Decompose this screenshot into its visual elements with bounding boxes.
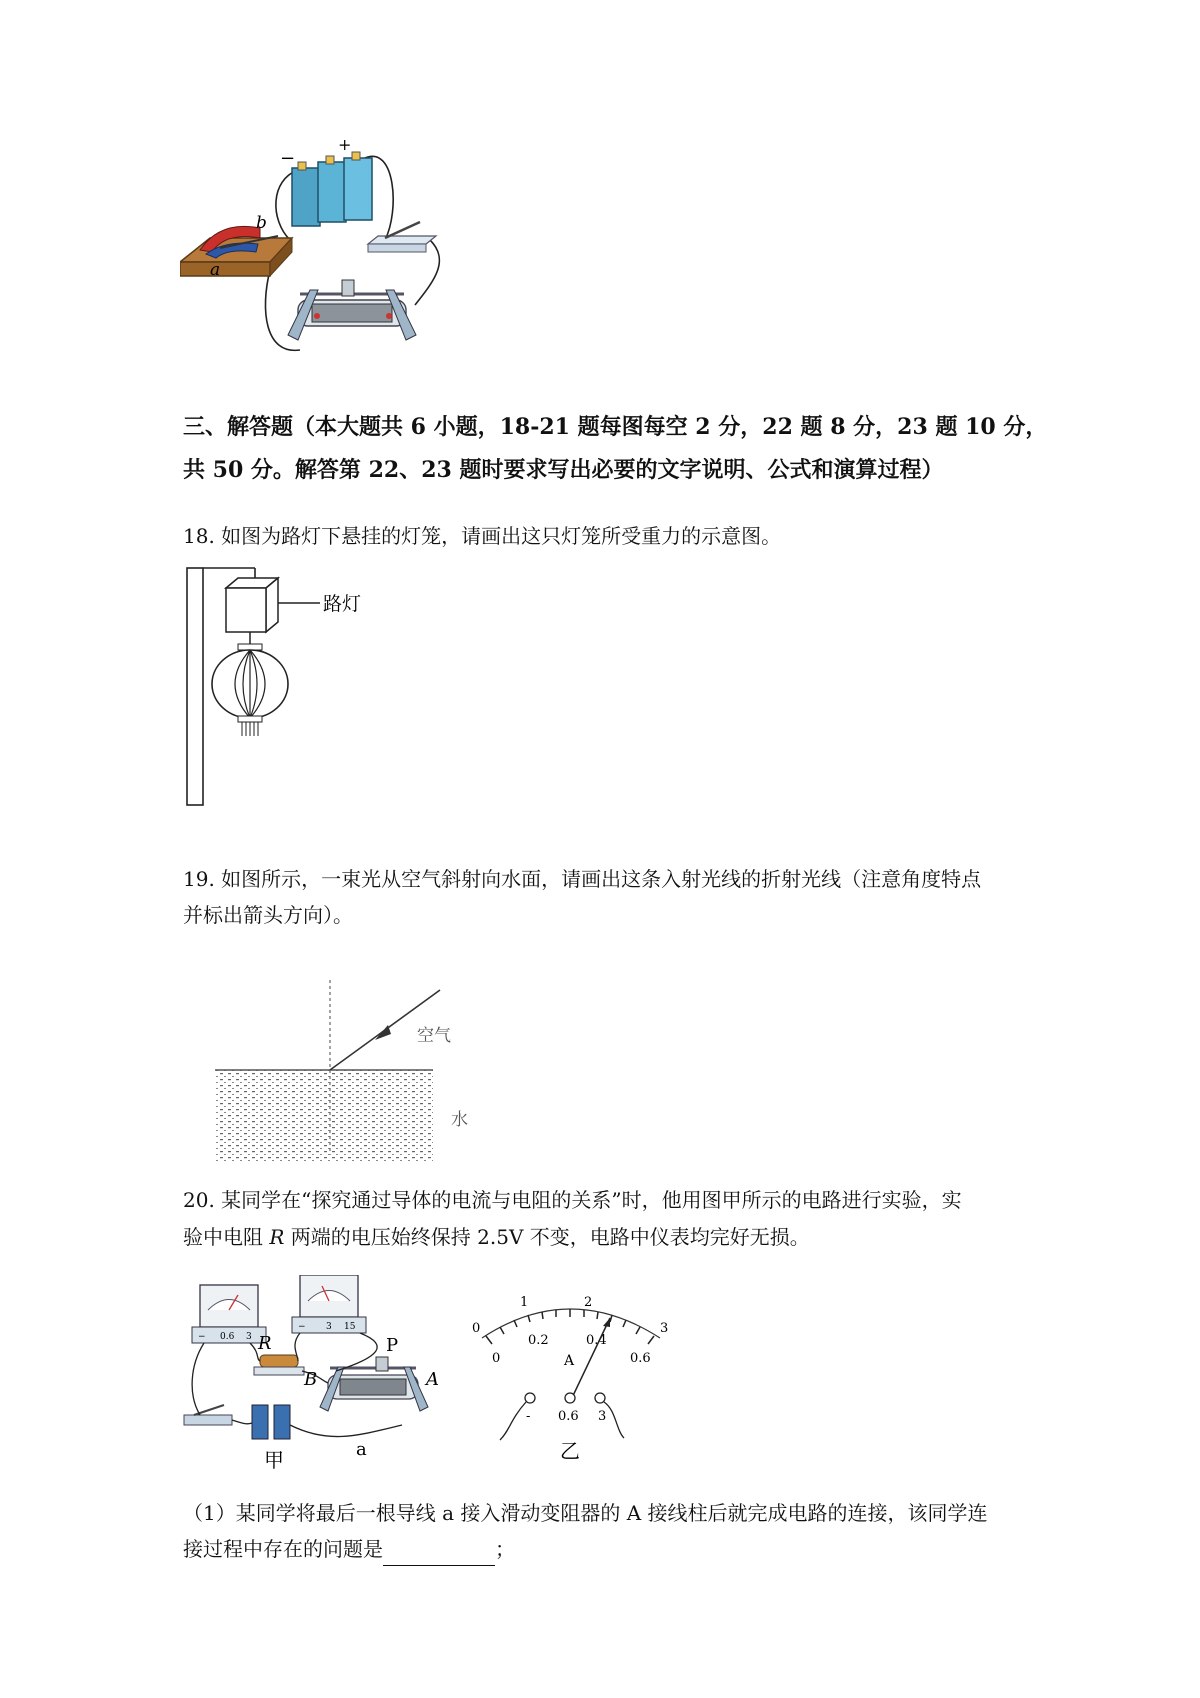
- battery-plus-label: +: [338, 140, 352, 154]
- ammeter-terminal-minus: −: [198, 1332, 206, 1342]
- water-label: 水: [451, 1110, 468, 1130]
- dial-bottom-0: 0: [492, 1351, 501, 1366]
- voltmeter-terminal-minus: −: [298, 1322, 306, 1332]
- question-20-sub1-line1: （1）某同学将最后一根导线 a 接入滑动变阻器的 A 接线柱后就完成电路的连接，该同学连: [183, 1501, 988, 1525]
- voltmeter-terminal-15: 15: [344, 1322, 356, 1332]
- dial-bottom-0.4: 0.4: [586, 1333, 607, 1348]
- rail-label-a: a: [210, 260, 221, 280]
- figure-label-yi: 乙: [560, 1439, 580, 1463]
- battery-minus-label: −: [280, 148, 296, 169]
- dial-top-2: 2: [584, 1295, 593, 1310]
- electromagnet-circuit-figure: [180, 140, 480, 390]
- section-three-heading-line2: 共 50 分。解答第 22、23 题时要求写出必要的文字说明、公式和演算过程）: [183, 457, 944, 483]
- dial-top-0: 0: [472, 1321, 481, 1336]
- q20-sub1-end: ；: [495, 1537, 515, 1561]
- rail-label-b: b: [256, 213, 267, 233]
- question-19-text-line1: 19. 如图所示，一束光从空气斜射向水面，请画出这条入射光线的折射光线（注意角度特点: [183, 867, 982, 891]
- q20-line2-end: 两端的电压始终保持 2.5V 不变，电路中仪表均完好无损。: [284, 1225, 810, 1249]
- question-20-text-line1: 20. 某同学在“探究通过导体的电流与电阻的关系”时，他用图甲所示的电路进行实验，实: [183, 1188, 962, 1212]
- circuit-figure-jia: [180, 1275, 480, 1470]
- answer-blank[interactable]: [383, 1543, 495, 1566]
- q20-line2-start: 验中电阻: [183, 1225, 270, 1249]
- question-19-text-line2: 并标出箭头方向）。: [183, 903, 353, 927]
- question-20-sub1-line2: [183, 1532, 515, 1566]
- resistor-label-r: R: [258, 1333, 272, 1354]
- dial-bottom-0.2: 0.2: [528, 1333, 549, 1348]
- street-lamp-lantern-figure: [180, 560, 400, 815]
- air-label: 空气: [417, 1026, 451, 1046]
- street-lamp-label: 路灯: [323, 593, 362, 615]
- wire-label-a: a: [356, 1439, 367, 1460]
- dial-bottom-0.6: 0.6: [630, 1351, 651, 1366]
- q20-sub1-prompt: 接过程中存在的问题是: [183, 1537, 383, 1561]
- rheostat-label-b: B: [304, 1369, 318, 1390]
- dial-terminal-0.6: 0.6: [558, 1409, 579, 1424]
- light-refraction-figure: [195, 975, 495, 1170]
- ammeter-terminal-0.6: 0.6: [220, 1332, 235, 1342]
- ammeter-dial-figure-yi: [470, 1290, 680, 1475]
- voltmeter-terminal-3: 3: [326, 1322, 332, 1332]
- dial-unit-a: A: [564, 1353, 575, 1369]
- figure-label-jia: 甲: [264, 1448, 284, 1470]
- ammeter-terminal-3: 3: [246, 1332, 252, 1342]
- dial-terminal-3: 3: [598, 1409, 607, 1424]
- section-three-heading-line1: 三、解答题（本大题共 6 小题，18-21 题每图每空 2 分，22 题 8 分，23 题 10 分，: [183, 414, 1048, 440]
- dial-top-1: 1: [520, 1295, 529, 1310]
- dial-terminal-minus: -: [526, 1409, 531, 1424]
- dial-ticks: [486, 1309, 654, 1344]
- rheostat-label-a: A: [426, 1369, 439, 1390]
- question-18-text: 18. 如图为路灯下悬挂的灯笼，请画出这只灯笼所受重力的示意图。: [183, 524, 782, 548]
- rheostat-label-p: P: [386, 1335, 399, 1356]
- question-20-text-line2: [183, 1220, 810, 1254]
- dial-top-3: 3: [660, 1321, 669, 1336]
- q20-resistor-symbol: R: [269, 1225, 285, 1249]
